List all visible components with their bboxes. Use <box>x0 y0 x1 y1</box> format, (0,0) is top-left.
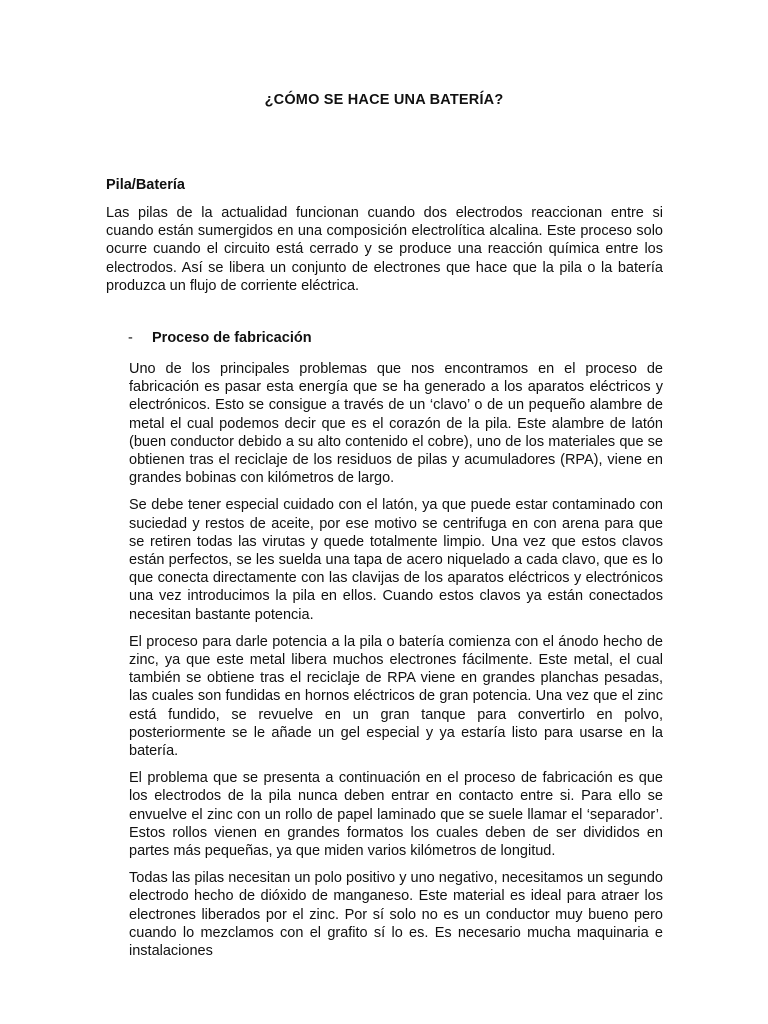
body-text <box>129 360 663 969</box>
body-paragraph: Uno de los principales problemas que nos encontramos en el proceso de fabricación es pasar esta energía que se ha generado a los aparatos eléctricos y electrónicos. Esto se consigue a través de un ‘clavo’ o de un pequeño alambre de metal el cual podemos decir que es el corazón de la pila. Este alambre de latón (buen conductor debido a su alto contenido el cobre), uno de los materiales que se obtienen tras el reciclaje de los residuos de pilas y acumuladores (RPA), viene en grandes bobinas con kilómetros de largo. <box>129 361 663 487</box>
document-title: ¿CÓMO SE HACE UNA BATERÍA? <box>264 92 504 108</box>
section-heading: Pila/Batería <box>106 177 185 193</box>
intro-paragraph: Las pilas de la actualidad funcionan cuando dos electrodos reaccionan entre si cuando están sumergidos en una composición electrolítica alcalina. Este proceso solo ocurre cuando el circuito está cerrado y se produce una reacción química entre los electrodos. Así se libera un conjunto de electrones que hace que la pila o la batería produzca un flujo de corriente eléctrica. <box>106 205 663 294</box>
body-paragraph: Se debe tener especial cuidado con el latón, ya que puede estar contaminado con suciedad y restos de aceite, por ese motivo se centrifuga en con arena para que se retiren todas las virutas y quede totalmente limpio. Una vez que estos clavos están perfectos, se les suelda una tapa de acero niquelado a cada clavo, que es lo que conecta directamente con las clavijas de los aparatos eléctricos y electrónicos una vez introducimos la pila en ellos. Cuando estos clavos ya están conectados necesitan bastante potencia. <box>129 497 663 623</box>
body-paragraph: Todas las pilas necesitan un polo positivo y uno negativo, necesitamos un segundo electrodo hecho de dióxido de manganeso. Este material es ideal para atraer los electrones liberados por el zinc. Por sí solo no es un conductor muy bueno pero cuando lo mezclamos con el grafito sí lo es. Es necesario mucha maquinaria e instalaciones <box>129 870 663 960</box>
bullet-marker: - <box>128 330 133 346</box>
subsection-heading: Proceso de fabricación <box>152 330 312 346</box>
bullet-item <box>128 330 312 346</box>
body-paragraph: El proceso para darle potencia a la pila o batería comienza con el ánodo hecho de zinc, ya que este metal libera muchos electrones fácilmente. Este metal, el cual también se obtiene tras el reciclaje de RPA viene en grandes planchas pesadas, las cuales son fundidas en hornos eléctricos de gran potencia. Una vez que el zinc está fundido, se revuelve en un gran tanque para convertirlo en polvo, posteriormente se le añade un gel especial y ya estaría listo para usarse en la batería. <box>129 633 663 760</box>
body-paragraph: El problema que se presenta a continuación en el proceso de fabricación es que los electrodos de la pila nunca deben entrar en contacto entre si. Para ello se envuelve el zinc con un rollo de papel laminado que se suele llamar el ‘separador’. Estos rollos vienen en grandes formatos los cuales deben de ser divididos en partes más pequeñas, ya que miden varios kilómetros de longitud. <box>129 770 663 860</box>
